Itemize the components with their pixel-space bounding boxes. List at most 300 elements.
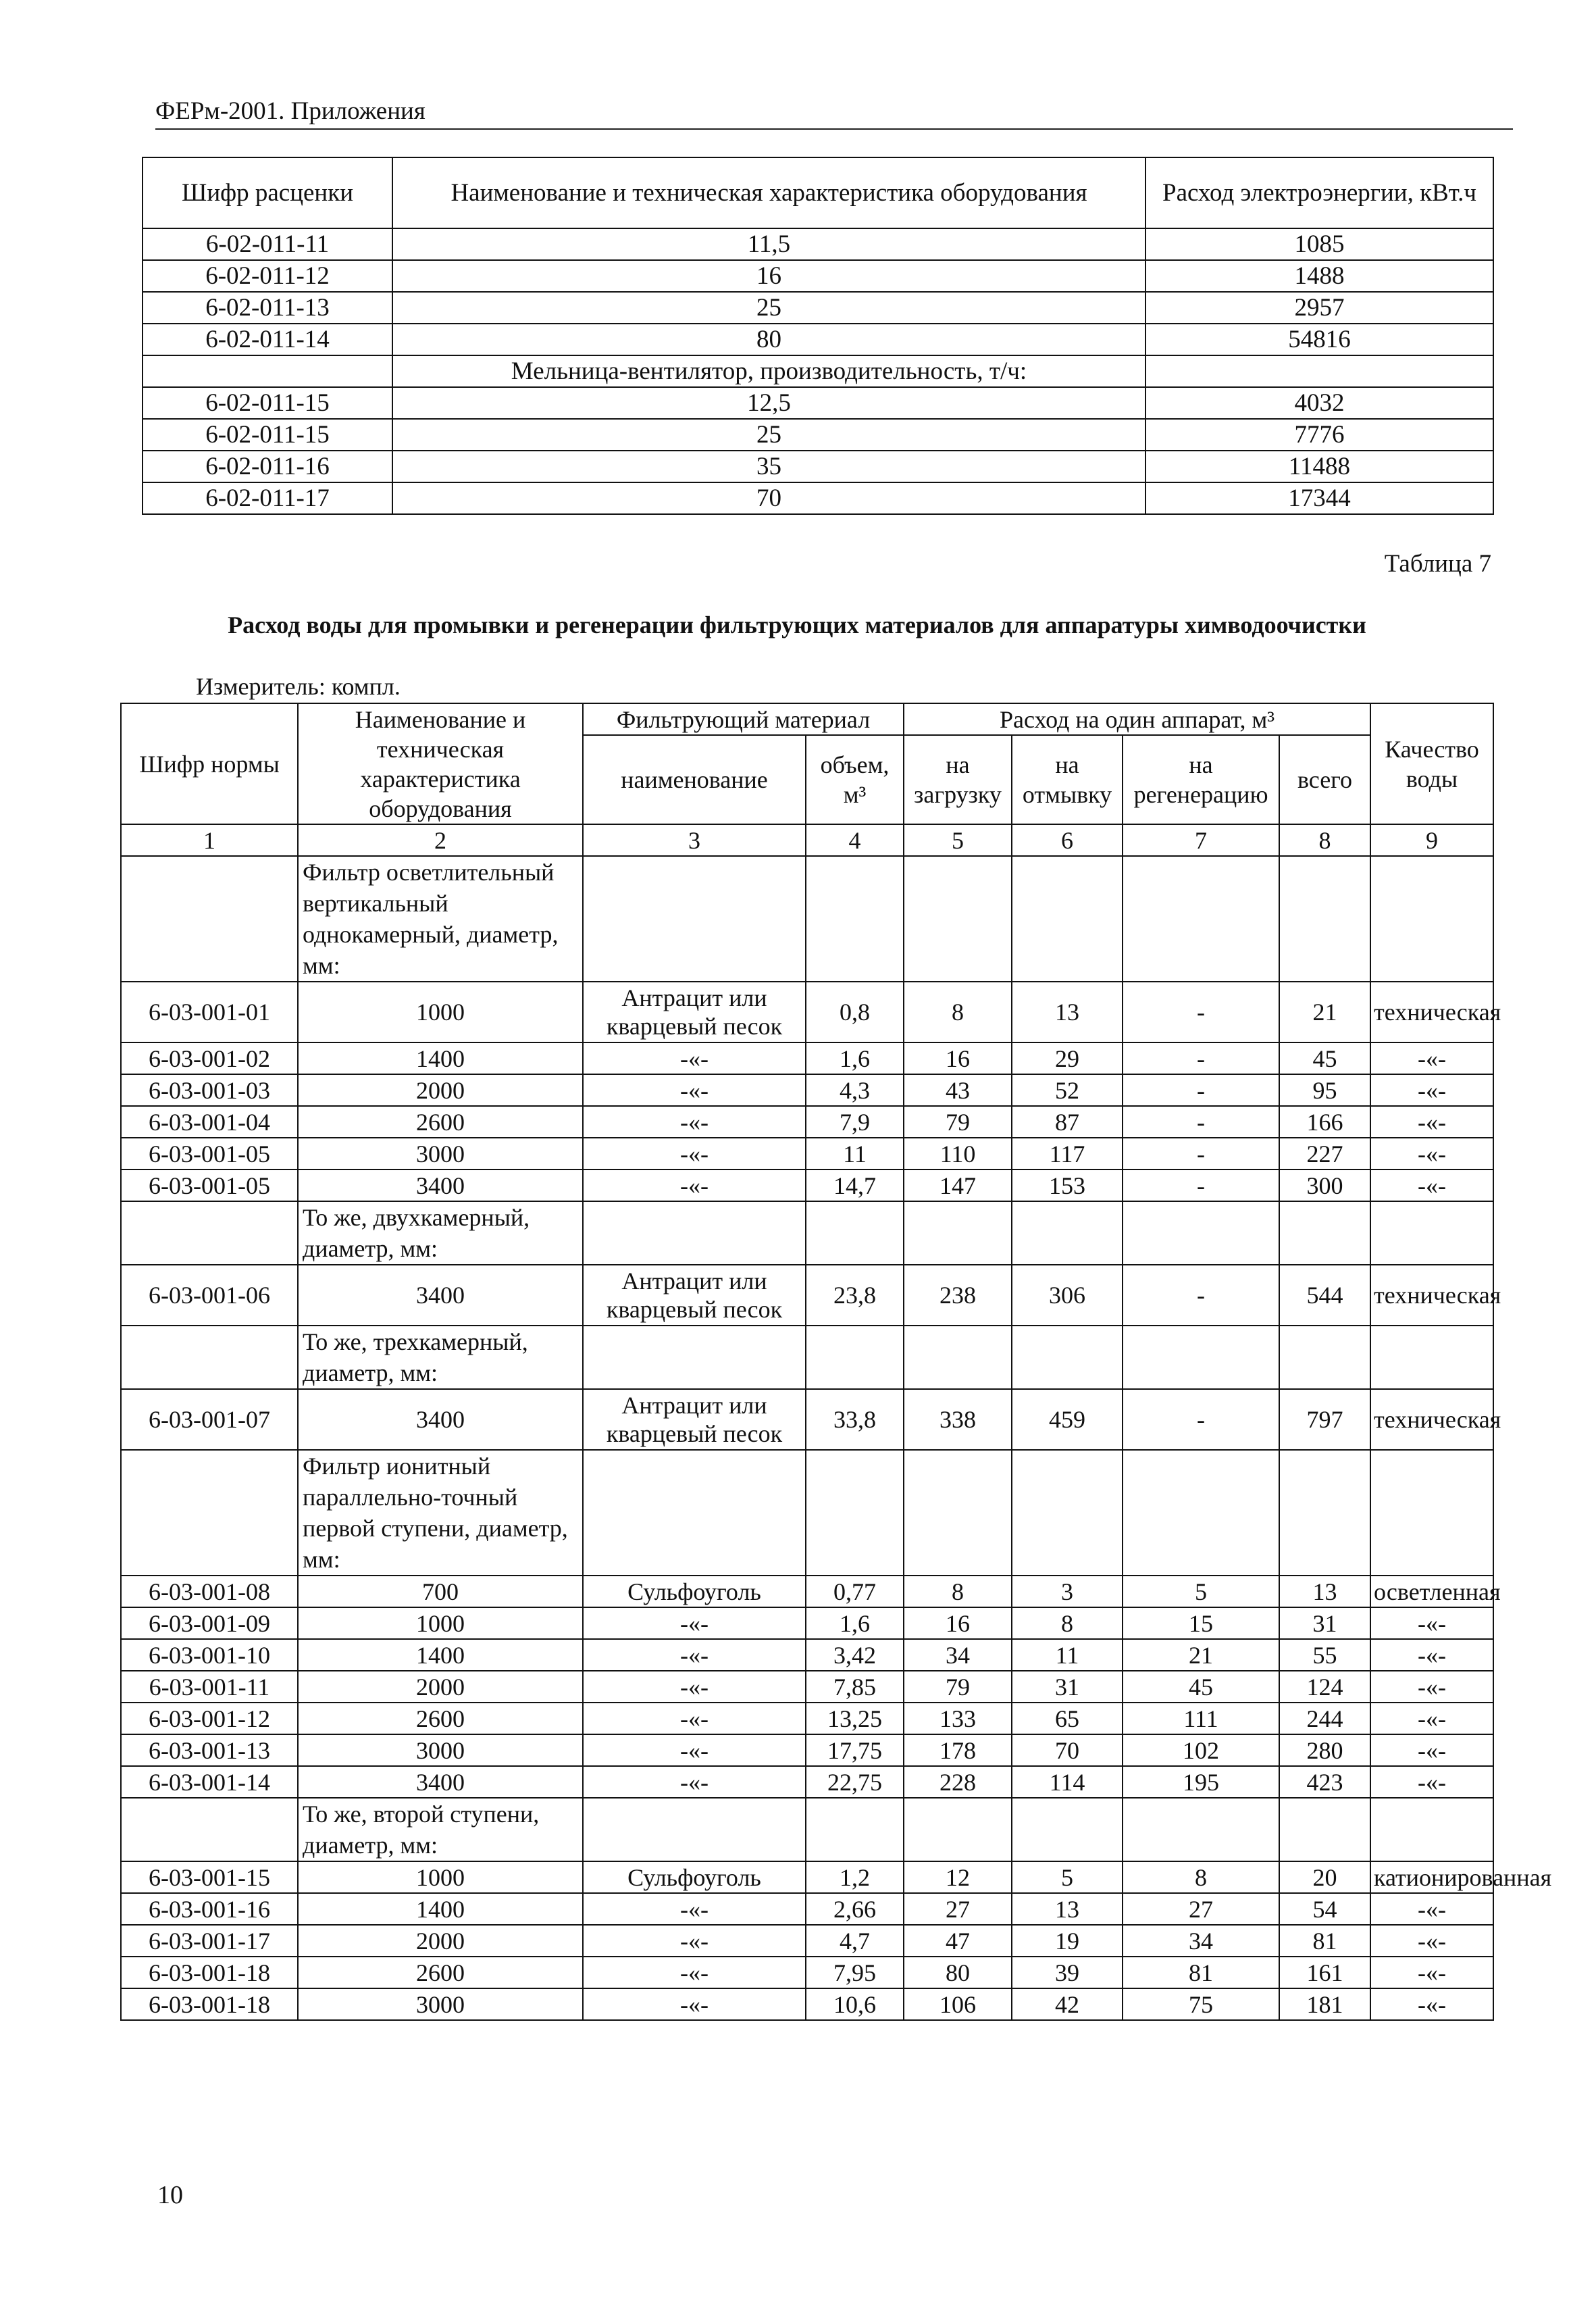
material-volume: 7,9	[806, 1106, 904, 1138]
material-volume: 33,8	[806, 1389, 904, 1450]
empty-cell	[121, 1326, 298, 1389]
rate-code: 6-02-011-12	[143, 260, 392, 292]
column-number: 8	[1279, 824, 1370, 856]
table7-header-volume: объем, м³	[806, 735, 904, 824]
material-volume: 0,77	[806, 1576, 904, 1607]
norm-code: 6-03-001-13	[121, 1734, 298, 1766]
loading-consumption: 80	[904, 1957, 1012, 1988]
loading-consumption: 47	[904, 1925, 1012, 1957]
washing-consumption: 13	[1012, 1893, 1123, 1925]
total-consumption: 54	[1279, 1893, 1370, 1925]
water-quality: -«-	[1370, 1734, 1493, 1766]
equipment-value: 35	[392, 451, 1145, 482]
washing-consumption: 11	[1012, 1639, 1123, 1671]
regeneration-consumption: 34	[1123, 1925, 1279, 1957]
total-consumption: 124	[1279, 1671, 1370, 1703]
energy-consumption	[1145, 355, 1493, 387]
equipment-value: 25	[392, 292, 1145, 324]
material-volume: 3,42	[806, 1639, 904, 1671]
equipment-spec: 2600	[298, 1703, 583, 1734]
regeneration-consumption: 111	[1123, 1703, 1279, 1734]
water-quality: -«-	[1370, 1671, 1493, 1703]
empty-cell	[1123, 1798, 1279, 1861]
column-number: 3	[583, 824, 806, 856]
table6-row	[143, 419, 1493, 451]
material-name: Сульфоуголь	[583, 1576, 806, 1607]
norm-code: 6-03-001-11	[121, 1671, 298, 1703]
material-volume: 10,6	[806, 1988, 904, 2020]
water-quality: -«-	[1370, 1925, 1493, 1957]
norm-code: 6-03-001-17	[121, 1925, 298, 1957]
material-name: -«-	[583, 1106, 806, 1138]
energy-consumption: 4032	[1145, 387, 1493, 419]
table6-header-energy: Расход электроэнергии, кВт.ч	[1145, 157, 1493, 228]
equipment-spec: 3400	[298, 1265, 583, 1326]
rate-code: 6-02-011-15	[143, 387, 392, 419]
table6-row	[143, 260, 1493, 292]
table7-header-code: Шифр нормы	[121, 703, 298, 824]
water-quality: -«-	[1370, 1703, 1493, 1734]
material-name: -«-	[583, 1988, 806, 2020]
empty-cell	[1370, 1326, 1493, 1389]
norm-code: 6-03-001-02	[121, 1042, 298, 1074]
loading-consumption: 43	[904, 1074, 1012, 1106]
material-volume: 14,7	[806, 1169, 904, 1201]
table6-header-code: Шифр расценки	[143, 157, 392, 228]
washing-consumption: 42	[1012, 1988, 1123, 2020]
material-name: -«-	[583, 1138, 806, 1169]
table7-column-numbers	[121, 824, 1493, 856]
empty-cell	[1123, 1450, 1279, 1576]
washing-consumption: 117	[1012, 1138, 1123, 1169]
norm-code: 6-03-001-18	[121, 1988, 298, 2020]
table7-row	[121, 1106, 1493, 1138]
loading-consumption: 79	[904, 1106, 1012, 1138]
water-quality: техническая	[1370, 982, 1493, 1042]
column-number: 2	[298, 824, 583, 856]
empty-cell	[1279, 1450, 1370, 1576]
table7-row	[121, 982, 1493, 1042]
running-header: ФЕРм-2001. Приложения	[155, 96, 1513, 130]
empty-cell	[1012, 856, 1123, 982]
total-consumption: 81	[1279, 1925, 1370, 1957]
empty-cell	[1370, 1201, 1493, 1265]
equipment-value: 12,5	[392, 387, 1145, 419]
equipment-spec: 700	[298, 1576, 583, 1607]
material-name: -«-	[583, 1074, 806, 1106]
page-number: 10	[157, 2181, 183, 2209]
section-row	[121, 1326, 1493, 1389]
energy-consumption: 7776	[1145, 419, 1493, 451]
loading-consumption: 79	[904, 1671, 1012, 1703]
material-name: -«-	[583, 1925, 806, 1957]
empty-cell	[1279, 1201, 1370, 1265]
regeneration-consumption: -	[1123, 1265, 1279, 1326]
equipment-spec: 1000	[298, 982, 583, 1042]
washing-consumption: 8	[1012, 1607, 1123, 1639]
equipment-value: 25	[392, 419, 1145, 451]
washing-consumption: 19	[1012, 1925, 1123, 1957]
table7-row	[121, 1138, 1493, 1169]
norm-code: 6-03-001-03	[121, 1074, 298, 1106]
empty-cell	[904, 856, 1012, 982]
table7-header-washing: на отмывку	[1012, 735, 1123, 824]
column-number: 4	[806, 824, 904, 856]
empty-cell	[904, 1201, 1012, 1265]
column-number: 6	[1012, 824, 1123, 856]
energy-consumption: 1085	[1145, 228, 1493, 260]
empty-cell	[583, 1326, 806, 1389]
washing-consumption: 31	[1012, 1671, 1123, 1703]
water-quality: техническая	[1370, 1265, 1493, 1326]
section-heading: Фильтр ионитный параллельно-точный первой ступени, диаметр, мм:	[298, 1450, 583, 1576]
material-name: -«-	[583, 1893, 806, 1925]
loading-consumption: 8	[904, 1576, 1012, 1607]
norm-code: 6-03-001-09	[121, 1607, 298, 1639]
table7-header-total: всего	[1279, 735, 1370, 824]
column-number: 7	[1123, 824, 1279, 856]
table7-header-regeneration: на регенерацию	[1123, 735, 1279, 824]
material-volume: 23,8	[806, 1265, 904, 1326]
table6-row	[143, 355, 1493, 387]
empty-cell	[806, 856, 904, 982]
water-quality: -«-	[1370, 1042, 1493, 1074]
washing-consumption: 52	[1012, 1074, 1123, 1106]
rate-code: 6-02-011-15	[143, 419, 392, 451]
norm-code: 6-03-001-16	[121, 1893, 298, 1925]
energy-consumption: 1488	[1145, 260, 1493, 292]
equipment-spec: 2000	[298, 1925, 583, 1957]
empty-cell	[1279, 856, 1370, 982]
empty-cell	[121, 856, 298, 982]
norm-code: 6-03-001-12	[121, 1703, 298, 1734]
regeneration-consumption: 15	[1123, 1607, 1279, 1639]
material-volume: 2,66	[806, 1893, 904, 1925]
table6-header-row	[143, 157, 1493, 228]
table7-row	[121, 1703, 1493, 1734]
empty-cell	[1123, 1326, 1279, 1389]
total-consumption: 227	[1279, 1138, 1370, 1169]
material-volume: 1,6	[806, 1042, 904, 1074]
washing-consumption: 39	[1012, 1957, 1123, 1988]
equipment-spec: 2000	[298, 1074, 583, 1106]
rate-code	[143, 355, 392, 387]
table7-header-row-1	[121, 703, 1493, 735]
loading-consumption: 12	[904, 1861, 1012, 1893]
table7-header-loading: на загрузку	[904, 735, 1012, 824]
table6-row	[143, 387, 1493, 419]
table7-row	[121, 1389, 1493, 1450]
equipment-value: Мельница-вентилятор, производительность, т/ч:	[392, 355, 1145, 387]
total-consumption: 280	[1279, 1734, 1370, 1766]
water-quality: -«-	[1370, 1988, 1493, 2020]
equipment-value: 80	[392, 324, 1145, 355]
regeneration-consumption: 8	[1123, 1861, 1279, 1893]
regeneration-consumption: 75	[1123, 1988, 1279, 2020]
water-quality: -«-	[1370, 1957, 1493, 1988]
table7-row	[121, 1766, 1493, 1798]
loading-consumption: 16	[904, 1607, 1012, 1639]
table7-header-filter-material: Фильтрующий материал	[583, 703, 904, 735]
loading-consumption: 338	[904, 1389, 1012, 1450]
loading-consumption: 147	[904, 1169, 1012, 1201]
energy-consumption: 2957	[1145, 292, 1493, 324]
material-volume: 17,75	[806, 1734, 904, 1766]
table7-row	[121, 1925, 1493, 1957]
total-consumption: 244	[1279, 1703, 1370, 1734]
equipment-spec: 2600	[298, 1957, 583, 1988]
water-quality: -«-	[1370, 1074, 1493, 1106]
regeneration-consumption: 81	[1123, 1957, 1279, 1988]
material-volume: 1,6	[806, 1607, 904, 1639]
empty-cell	[806, 1326, 904, 1389]
rate-code: 6-02-011-14	[143, 324, 392, 355]
total-consumption: 31	[1279, 1607, 1370, 1639]
water-quality: техническая	[1370, 1389, 1493, 1450]
water-quality: -«-	[1370, 1607, 1493, 1639]
washing-consumption: 5	[1012, 1861, 1123, 1893]
water-quality: катионированная	[1370, 1861, 1493, 1893]
washing-consumption: 459	[1012, 1389, 1123, 1450]
column-number: 9	[1370, 824, 1493, 856]
equipment-spec: 3400	[298, 1389, 583, 1450]
equipment-spec: 3400	[298, 1766, 583, 1798]
total-consumption: 181	[1279, 1988, 1370, 2020]
norm-code: 6-03-001-10	[121, 1639, 298, 1671]
empty-cell	[583, 1201, 806, 1265]
equipment-spec: 3000	[298, 1734, 583, 1766]
empty-cell	[1279, 1798, 1370, 1861]
empty-cell	[806, 1798, 904, 1861]
total-consumption: 95	[1279, 1074, 1370, 1106]
water-quality: -«-	[1370, 1138, 1493, 1169]
table7-row	[121, 1639, 1493, 1671]
material-name: Антрацит или кварцевый песок	[583, 982, 806, 1042]
equipment-spec: 1400	[298, 1893, 583, 1925]
norm-code: 6-03-001-14	[121, 1766, 298, 1798]
norm-code: 6-03-001-05	[121, 1169, 298, 1201]
table6-row	[143, 451, 1493, 482]
washing-consumption: 114	[1012, 1766, 1123, 1798]
regeneration-consumption: 45	[1123, 1671, 1279, 1703]
total-consumption: 55	[1279, 1639, 1370, 1671]
regeneration-consumption: -	[1123, 1138, 1279, 1169]
equipment-spec: 3000	[298, 1988, 583, 2020]
column-number: 5	[904, 824, 1012, 856]
material-name: -«-	[583, 1169, 806, 1201]
norm-code: 6-03-001-06	[121, 1265, 298, 1326]
norm-code: 6-03-001-04	[121, 1106, 298, 1138]
energy-consumption: 17344	[1145, 482, 1493, 514]
water-quality: -«-	[1370, 1766, 1493, 1798]
table7-row	[121, 1169, 1493, 1201]
empty-cell	[121, 1201, 298, 1265]
washing-consumption: 13	[1012, 982, 1123, 1042]
table6-row	[143, 292, 1493, 324]
table-caption: Таблица 7	[1384, 550, 1491, 578]
table7-row	[121, 1957, 1493, 1988]
total-consumption: 544	[1279, 1265, 1370, 1326]
table6-row	[143, 228, 1493, 260]
table7-header-consumption: Расход на один аппарат, м³	[904, 703, 1370, 735]
table7-row	[121, 1074, 1493, 1106]
empty-cell	[583, 1450, 806, 1576]
regeneration-consumption: 27	[1123, 1893, 1279, 1925]
water-quality: -«-	[1370, 1893, 1493, 1925]
empty-cell	[1370, 1450, 1493, 1576]
total-consumption: 166	[1279, 1106, 1370, 1138]
material-name: -«-	[583, 1042, 806, 1074]
regeneration-consumption: -	[1123, 982, 1279, 1042]
loading-consumption: 228	[904, 1766, 1012, 1798]
table6-row	[143, 324, 1493, 355]
section-row	[121, 1450, 1493, 1576]
material-volume: 13,25	[806, 1703, 904, 1734]
loading-consumption: 8	[904, 982, 1012, 1042]
material-volume: 7,95	[806, 1957, 904, 1988]
empty-cell	[121, 1798, 298, 1861]
equipment-spec: 1400	[298, 1639, 583, 1671]
loading-consumption: 106	[904, 1988, 1012, 2020]
section-heading: Фильтр осветлительный вертикальный однокамерный, диаметр, мм:	[298, 856, 583, 982]
empty-cell	[904, 1326, 1012, 1389]
equipment-spec: 3400	[298, 1169, 583, 1201]
table-title: Расход воды для промывки и регенерации фильтрующих материалов для аппаратуры химводоочистки	[228, 611, 1366, 638]
material-name: Сульфоуголь	[583, 1861, 806, 1893]
material-volume: 1,2	[806, 1861, 904, 1893]
table7-header-name: Наименование и техническая характеристика оборудования	[298, 703, 583, 824]
water-quality: осветленная	[1370, 1576, 1493, 1607]
energy-consumption: 54816	[1145, 324, 1493, 355]
norm-code: 6-03-001-05	[121, 1138, 298, 1169]
material-name: Антрацит или кварцевый песок	[583, 1389, 806, 1450]
table7-row	[121, 1042, 1493, 1074]
table7-row	[121, 1988, 1493, 2020]
equipment-value: 16	[392, 260, 1145, 292]
column-number: 1	[121, 824, 298, 856]
material-volume: 0,8	[806, 982, 904, 1042]
loading-consumption: 16	[904, 1042, 1012, 1074]
equipment-energy-table	[142, 157, 1494, 515]
table7-row	[121, 1893, 1493, 1925]
water-quality: -«-	[1370, 1169, 1493, 1201]
empty-cell	[121, 1450, 298, 1576]
material-volume: 7,85	[806, 1671, 904, 1703]
washing-consumption: 306	[1012, 1265, 1123, 1326]
empty-cell	[806, 1450, 904, 1576]
rate-code: 6-02-011-16	[143, 451, 392, 482]
section-heading: То же, трехкамерный, диаметр, мм:	[298, 1326, 583, 1389]
total-consumption: 300	[1279, 1169, 1370, 1201]
unit-of-measure: Измеритель: компл.	[196, 673, 401, 700]
empty-cell	[1012, 1326, 1123, 1389]
empty-cell	[1123, 856, 1279, 982]
norm-code: 6-03-001-01	[121, 982, 298, 1042]
regeneration-consumption: -	[1123, 1042, 1279, 1074]
empty-cell	[904, 1798, 1012, 1861]
table7-header-material-name: наименование	[583, 735, 806, 824]
total-consumption: 797	[1279, 1389, 1370, 1450]
loading-consumption: 34	[904, 1639, 1012, 1671]
equipment-spec: 1000	[298, 1607, 583, 1639]
material-name: -«-	[583, 1639, 806, 1671]
water-quality: -«-	[1370, 1639, 1493, 1671]
table6-header-name: Наименование и техническая характеристика оборудования	[392, 157, 1145, 228]
rate-code: 6-02-011-11	[143, 228, 392, 260]
norm-code: 6-03-001-07	[121, 1389, 298, 1450]
empty-cell	[1279, 1326, 1370, 1389]
empty-cell	[1370, 1798, 1493, 1861]
energy-consumption: 11488	[1145, 451, 1493, 482]
equipment-value: 70	[392, 482, 1145, 514]
equipment-value: 11,5	[392, 228, 1145, 260]
washing-consumption: 65	[1012, 1703, 1123, 1734]
total-consumption: 161	[1279, 1957, 1370, 1988]
section-row	[121, 1201, 1493, 1265]
empty-cell	[1123, 1201, 1279, 1265]
section-row	[121, 856, 1493, 982]
material-name: -«-	[583, 1607, 806, 1639]
empty-cell	[1012, 1201, 1123, 1265]
material-volume: 4,7	[806, 1925, 904, 1957]
material-name: -«-	[583, 1671, 806, 1703]
total-consumption: 21	[1279, 982, 1370, 1042]
table7-header-quality: Качество воды	[1370, 703, 1493, 824]
washing-consumption: 70	[1012, 1734, 1123, 1766]
regeneration-consumption: 21	[1123, 1639, 1279, 1671]
loading-consumption: 178	[904, 1734, 1012, 1766]
table7-row	[121, 1265, 1493, 1326]
norm-code: 6-03-001-08	[121, 1576, 298, 1607]
material-name: -«-	[583, 1957, 806, 1988]
washing-consumption: 87	[1012, 1106, 1123, 1138]
material-name: -«-	[583, 1734, 806, 1766]
table7-row	[121, 1671, 1493, 1703]
washing-consumption: 153	[1012, 1169, 1123, 1201]
regeneration-consumption: 5	[1123, 1576, 1279, 1607]
loading-consumption: 238	[904, 1265, 1012, 1326]
total-consumption: 45	[1279, 1042, 1370, 1074]
regeneration-consumption: -	[1123, 1389, 1279, 1450]
empty-cell	[583, 1798, 806, 1861]
empty-cell	[904, 1450, 1012, 1576]
washing-consumption: 29	[1012, 1042, 1123, 1074]
empty-cell	[1012, 1798, 1123, 1861]
washing-consumption: 3	[1012, 1576, 1123, 1607]
section-heading: То же, второй ступени, диаметр, мм:	[298, 1798, 583, 1861]
rate-code: 6-02-011-13	[143, 292, 392, 324]
total-consumption: 20	[1279, 1861, 1370, 1893]
section-heading: То же, двухкамерный, диаметр, мм:	[298, 1201, 583, 1265]
equipment-spec: 1000	[298, 1861, 583, 1893]
regeneration-consumption: 102	[1123, 1734, 1279, 1766]
material-name: -«-	[583, 1766, 806, 1798]
material-name: -«-	[583, 1703, 806, 1734]
material-volume: 11	[806, 1138, 904, 1169]
section-row	[121, 1798, 1493, 1861]
equipment-spec: 3000	[298, 1138, 583, 1169]
norm-code: 6-03-001-15	[121, 1861, 298, 1893]
table7-row	[121, 1607, 1493, 1639]
loading-consumption: 133	[904, 1703, 1012, 1734]
water-quality: -«-	[1370, 1106, 1493, 1138]
table7-row	[121, 1576, 1493, 1607]
water-consumption-table	[120, 703, 1552, 2021]
total-consumption: 423	[1279, 1766, 1370, 1798]
empty-cell	[1370, 856, 1493, 982]
rate-code: 6-02-011-17	[143, 482, 392, 514]
loading-consumption: 110	[904, 1138, 1012, 1169]
